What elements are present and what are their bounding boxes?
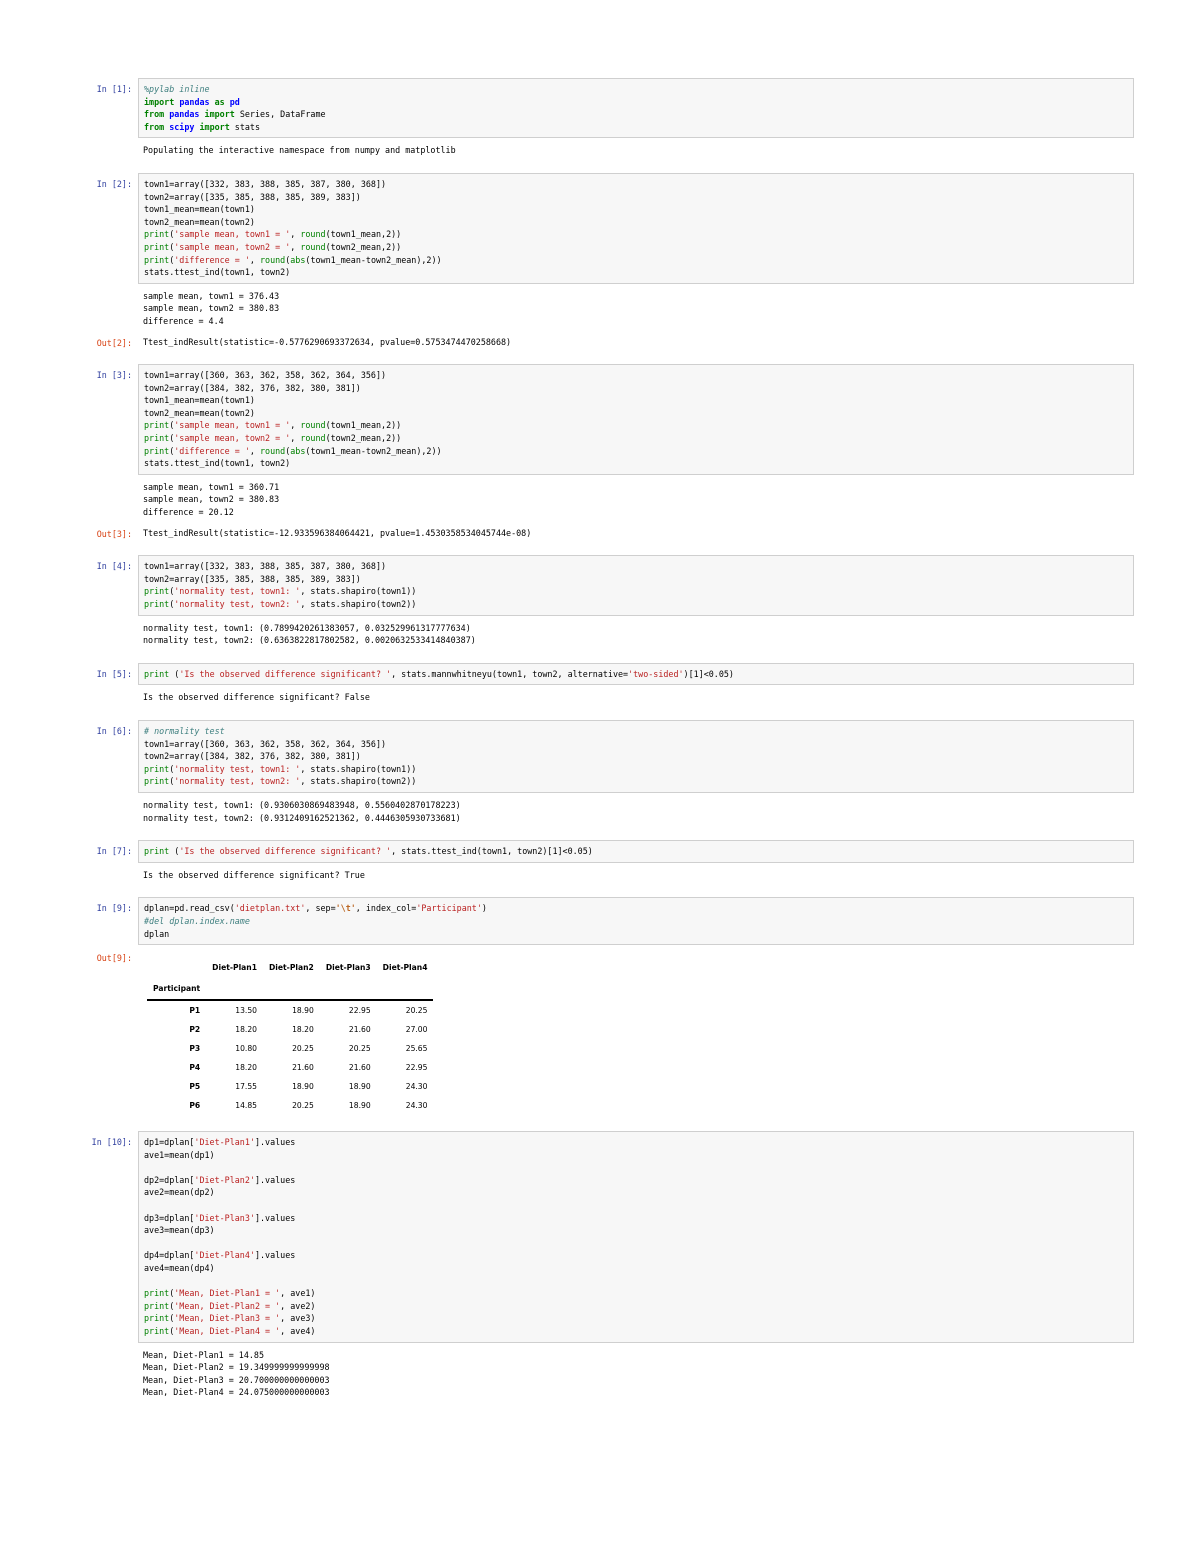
code-token: , ave1) <box>280 1288 316 1299</box>
code-token: print <box>144 1288 170 1299</box>
code-token: , stats.mannwhitneyu(town1, town2, alternative= <box>391 668 629 679</box>
code-token: %pylab inline <box>144 84 210 94</box>
code-token: abs <box>290 254 306 265</box>
table-cell: 18.20 <box>235 1063 257 1073</box>
code-token: , <box>249 445 260 456</box>
table-cell: 21.60 <box>348 1025 371 1035</box>
code-token: print <box>144 846 170 857</box>
code-token: town2=array([384, 382, 376, 382, 380, 381]) <box>144 751 361 762</box>
code-token: ave4=mean(dp4) <box>144 1263 215 1274</box>
input-prompt: In [10]: <box>91 1137 132 1148</box>
code-cell-4 <box>0 555 1200 651</box>
row-index: P3 <box>189 1044 201 1054</box>
code-token: (town1_mean,2)) <box>325 229 402 240</box>
code-token: 'normality test, town2: ' <box>174 599 301 609</box>
table-cell: 22.95 <box>405 1063 428 1073</box>
code-token: , index_col= <box>355 903 417 914</box>
code-token: ( <box>169 668 180 679</box>
code-text <box>144 1136 1128 1338</box>
code-token: import <box>204 109 235 120</box>
code-token: 'normality test, town1: ' <box>174 763 301 774</box>
table-cell: 18.20 <box>292 1025 314 1035</box>
code-cell-10 <box>0 1131 1200 1403</box>
code-token: ( <box>169 254 175 265</box>
code-token: # normality test <box>144 725 225 736</box>
code-token: ( <box>169 445 175 456</box>
code-token: print <box>144 586 170 597</box>
code-token: 'sample mean, town1 = ' <box>174 420 291 431</box>
output-prompt: Out[3]: <box>96 528 132 539</box>
code-token: 'Mean, Diet-Plan2 = ' <box>174 1300 281 1311</box>
code-token: ( <box>169 586 175 597</box>
code-token: ].values <box>254 1250 296 1261</box>
column-header: Diet-Plan4 <box>382 963 428 973</box>
code-token: 'sample mean, town2 = ' <box>174 241 291 252</box>
code-cell-3 <box>0 364 1200 543</box>
table-row <box>147 1039 433 1058</box>
stdout-output: normality test, town1: (0.9306030869483948, 0.5560402870178223) normality test, town2: (0.9312409162521362, 0.4446305930733681) <box>143 799 461 823</box>
code-token: , stats.shapiro(town2)) <box>300 776 417 787</box>
code-token: , <box>290 241 301 252</box>
code-editor[interactable] <box>138 173 1134 284</box>
code-token: print <box>144 599 170 609</box>
stdout-output: sample mean, town1 = 360.71 sample mean, town2 = 380.83 difference = 20.12 <box>143 481 280 518</box>
code-token: ].values <box>254 1212 296 1223</box>
code-token: town2_mean=mean(town2) <box>144 216 255 227</box>
code-token: dp4=dplan[ <box>144 1250 195 1261</box>
code-editor[interactable] <box>138 78 1134 138</box>
code-token: 'Mean, Diet-Plan4 = ' <box>174 1326 281 1336</box>
code-editor[interactable] <box>138 897 1134 945</box>
code-token: ( <box>169 433 175 444</box>
code-cell-7 <box>0 840 1200 885</box>
table-row <box>147 1058 433 1077</box>
table-cell: 20.25 <box>405 1006 428 1016</box>
output-prompt: Out[2]: <box>96 337 132 348</box>
code-cell-1 <box>0 78 1200 161</box>
code-editor[interactable] <box>138 840 1134 863</box>
code-token: dplan=pd.read_csv( <box>144 903 235 914</box>
code-token: print <box>144 229 170 240</box>
code-text <box>144 845 1128 858</box>
code-text <box>144 668 1128 681</box>
row-index: P1 <box>189 1006 201 1016</box>
result-output: Ttest_indResult(statistic=-0.5776290693372634, pvalue=0.5753474470258668) <box>143 336 512 347</box>
code-token: print <box>144 254 170 265</box>
code-token: #del dplan.index.name <box>144 915 250 926</box>
stdout-output: Mean, Diet-Plan1 = 14.85 Mean, Diet-Plan2 = 19.349999999999998 Mean, Diet-Plan3 = 20.700000000000003 Mean, Diet-Plan4 = 24.075000000000003 <box>143 1349 330 1398</box>
code-token: ( <box>169 763 175 774</box>
index-name-row <box>147 978 433 1000</box>
code-token: town1=array([332, 383, 388, 385, 387, 380, 368]) <box>144 561 387 572</box>
stdout-output: Populating the interactive namespace from numpy and matplotlib <box>143 145 456 156</box>
table-cell: 24.30 <box>405 1082 428 1092</box>
code-token: 'Diet-Plan1' <box>194 1137 255 1148</box>
row-index: P2 <box>189 1025 201 1035</box>
table-header-row <box>147 957 433 978</box>
code-token: , stats.ttest_ind(town1, town2)[1]<0.05) <box>391 846 593 857</box>
code-token: ( <box>169 241 175 252</box>
code-token: stats <box>229 121 261 132</box>
code-token: (town1_mean,2)) <box>325 420 402 431</box>
code-editor[interactable] <box>138 663 1134 686</box>
code-token: abs <box>290 445 306 456</box>
code-token: town1=array([360, 363, 362, 358, 362, 364, 356]) <box>144 738 387 749</box>
code-token: round <box>300 433 326 444</box>
code-token: 'dietplan.txt' <box>234 903 306 914</box>
code-token: round <box>260 254 286 265</box>
code-token: print <box>144 1313 170 1324</box>
table-row <box>147 1020 433 1039</box>
table-cell: 20.25 <box>292 1044 314 1054</box>
code-token: 'sample mean, town1 = ' <box>174 229 291 240</box>
code-token: round <box>300 420 326 431</box>
dataframe-table <box>147 957 433 1115</box>
column-header: Diet-Plan3 <box>325 963 371 973</box>
input-prompt: In [7]: <box>96 846 132 857</box>
code-token: ( <box>285 445 291 456</box>
code-token: as <box>214 96 225 107</box>
code-token: stats.ttest_ind(town1, town2) <box>144 267 291 278</box>
code-token: pd <box>229 96 240 107</box>
code-token: (town1_mean-town2_mean),2)) <box>305 445 442 456</box>
code-token: 'Is the observed difference significant? ' <box>179 668 392 679</box>
table-cell: 14.85 <box>235 1101 257 1111</box>
stdout-output: normality test, town1: (0.7899420261383057, 0.032529961317777634) normality test, town2: (0.6363822817802582, 0.0020632533414840387) <box>143 622 476 646</box>
code-editor[interactable] <box>138 555 1134 615</box>
table-cell: 10.80 <box>235 1044 257 1054</box>
code-token: 'difference = ' <box>174 445 250 456</box>
code-token: 'sample mean, town2 = ' <box>174 433 291 444</box>
code-token: ( <box>169 420 175 431</box>
code-text <box>144 725 1128 788</box>
code-token: , <box>290 229 301 240</box>
table-row <box>147 1096 433 1115</box>
code-token: )[1]<0.05) <box>683 668 734 679</box>
table-cell: 18.20 <box>235 1025 257 1035</box>
table-row <box>147 1077 433 1096</box>
code-token: , ave3) <box>280 1313 316 1324</box>
code-token: stats.ttest_ind(town1, town2) <box>144 458 291 469</box>
code-token: pandas <box>169 109 200 120</box>
code-token: ( <box>169 1313 175 1324</box>
code-token: , stats.shapiro(town1)) <box>300 586 417 597</box>
table-row <box>147 1000 433 1020</box>
code-token: import <box>144 96 175 107</box>
code-token: scipy <box>169 121 195 132</box>
code-token: round <box>260 445 286 456</box>
code-token: town1_mean=mean(town1) <box>144 395 255 406</box>
table-cell: 20.25 <box>348 1044 371 1054</box>
stdout-output: Is the observed difference significant? False <box>143 692 370 703</box>
code-token: ].values <box>254 1137 296 1148</box>
code-token: print <box>144 433 170 444</box>
code-text <box>144 178 1128 279</box>
code-token: print <box>144 445 170 456</box>
table-cell: 17.55 <box>235 1082 257 1092</box>
table-cell: 18.90 <box>348 1082 371 1092</box>
code-token: print <box>144 668 170 679</box>
code-token: '\t' <box>335 903 356 914</box>
input-prompt: In [2]: <box>96 178 132 189</box>
code-token: , ave4) <box>280 1326 316 1336</box>
input-prompt: In [6]: <box>96 725 132 736</box>
code-token: (town2_mean,2)) <box>325 241 402 252</box>
code-token: from <box>144 121 165 132</box>
code-token: print <box>144 1300 170 1311</box>
table-cell: 27.00 <box>405 1025 428 1035</box>
input-prompt: In [3]: <box>96 370 132 381</box>
code-token: ( <box>169 776 175 787</box>
code-token: ave1=mean(dp1) <box>144 1149 215 1160</box>
code-token: , <box>290 433 301 444</box>
input-prompt: In [5]: <box>96 668 132 679</box>
code-token: 'Diet-Plan3' <box>194 1212 255 1223</box>
code-token: ( <box>169 599 175 609</box>
code-token: , sep= <box>305 903 336 914</box>
code-token: dp1=dplan[ <box>144 1137 195 1148</box>
code-token: 'Mean, Diet-Plan1 = ' <box>174 1288 281 1299</box>
code-token: 'difference = ' <box>174 254 250 265</box>
column-header: Diet-Plan2 <box>269 963 314 973</box>
code-token: town2_mean=mean(town2) <box>144 407 255 418</box>
code-token: ave2=mean(dp2) <box>144 1187 215 1198</box>
row-index: P4 <box>189 1063 201 1073</box>
table-cell: 21.60 <box>348 1063 371 1073</box>
table-cell: 18.90 <box>292 1006 314 1016</box>
row-index: P6 <box>189 1101 201 1111</box>
code-token: print <box>144 763 170 774</box>
code-token: town2=array([335, 385, 388, 385, 389, 383]) <box>144 573 361 584</box>
table-cell: 22.95 <box>348 1006 371 1016</box>
code-token: dplan <box>144 928 170 939</box>
code-token: from <box>144 109 165 120</box>
code-token: town2=array([335, 385, 388, 385, 389, 383]) <box>144 191 361 202</box>
table-cell: 13.50 <box>235 1006 257 1016</box>
code-token: round <box>300 229 326 240</box>
code-token: ( <box>169 846 180 857</box>
code-token: , <box>290 420 301 431</box>
code-token: ( <box>169 229 175 240</box>
code-token: import <box>199 121 230 132</box>
table-cell: 18.90 <box>348 1101 371 1111</box>
table-cell: 25.65 <box>405 1044 428 1054</box>
input-prompt: In [1]: <box>96 84 132 94</box>
code-token: print <box>144 776 170 787</box>
code-cell-5 <box>0 663 1200 708</box>
code-editor[interactable] <box>138 720 1134 793</box>
code-token: dp2=dplan[ <box>144 1174 195 1185</box>
input-prompt: In [9]: <box>96 903 132 914</box>
code-token: town1=array([332, 383, 388, 385, 387, 380, 368]) <box>144 178 387 189</box>
stdout-output: sample mean, town1 = 376.43 sample mean, town2 = 380.83 difference = 4.4 <box>143 290 280 326</box>
code-cell-6 <box>0 720 1200 828</box>
table-cell: 24.30 <box>405 1101 428 1111</box>
stdout-output: Is the observed difference significant? True <box>143 869 365 880</box>
code-token: ].values <box>254 1174 296 1185</box>
code-token: , ave2) <box>280 1300 316 1311</box>
code-token: dp3=dplan[ <box>144 1212 195 1223</box>
output-prompt: Out[9]: <box>96 953 132 964</box>
code-token: print <box>144 1326 170 1336</box>
result-output: Ttest_indResult(statistic=-12.933596384064421, pvalue=1.4530358534045744e-08) <box>143 527 532 538</box>
code-editor[interactable] <box>138 1131 1134 1343</box>
row-index: P5 <box>189 1082 201 1092</box>
code-text <box>144 369 1128 470</box>
code-token: ( <box>285 254 291 265</box>
code-text <box>144 560 1128 610</box>
code-token: ) <box>481 903 487 914</box>
code-text <box>144 83 1128 133</box>
code-editor[interactable] <box>138 364 1134 475</box>
code-token: ( <box>169 1326 175 1336</box>
table-cell: 21.60 <box>292 1063 314 1073</box>
code-token: , stats.shapiro(town1)) <box>300 763 417 774</box>
code-token: 'Is the observed difference significant? ' <box>179 846 392 857</box>
code-token: round <box>300 241 326 252</box>
code-token: (town1_mean-town2_mean),2)) <box>305 254 442 265</box>
code-text <box>144 902 1128 940</box>
code-token: 'Mean, Diet-Plan3 = ' <box>174 1313 281 1324</box>
notebook <box>0 78 1200 1415</box>
code-token: 'normality test, town2: ' <box>174 776 301 787</box>
code-token: , <box>249 254 260 265</box>
code-token: , stats.shapiro(town2)) <box>300 599 417 609</box>
code-token: pandas <box>179 96 210 107</box>
code-token: 'two-sided' <box>628 668 684 679</box>
code-token: 'Diet-Plan4' <box>194 1250 255 1261</box>
code-token: Series, DataFrame <box>234 109 326 120</box>
code-token: (town2_mean,2)) <box>325 433 402 444</box>
table-cell: 18.90 <box>292 1082 314 1092</box>
code-token: print <box>144 420 170 431</box>
code-token: ave3=mean(dp3) <box>144 1225 215 1236</box>
code-token: 'normality test, town1: ' <box>174 586 301 597</box>
code-token: town2=array([384, 382, 376, 382, 380, 381]) <box>144 382 361 393</box>
code-token: 'Diet-Plan2' <box>194 1174 255 1185</box>
code-cell-9 <box>0 897 1200 1119</box>
index-name: Participant <box>153 984 201 994</box>
code-token: ( <box>169 1288 175 1299</box>
code-token: 'Participant' <box>416 903 482 914</box>
column-header: Diet-Plan1 <box>212 963 257 973</box>
input-prompt: In [4]: <box>96 561 132 572</box>
code-cell-2 <box>0 173 1200 352</box>
code-token: print <box>144 241 170 252</box>
code-token: town1=array([360, 363, 362, 358, 362, 364, 356]) <box>144 370 387 381</box>
table-cell: 20.25 <box>292 1101 314 1111</box>
code-token: ( <box>169 1300 175 1311</box>
code-token: town1_mean=mean(town1) <box>144 204 255 215</box>
